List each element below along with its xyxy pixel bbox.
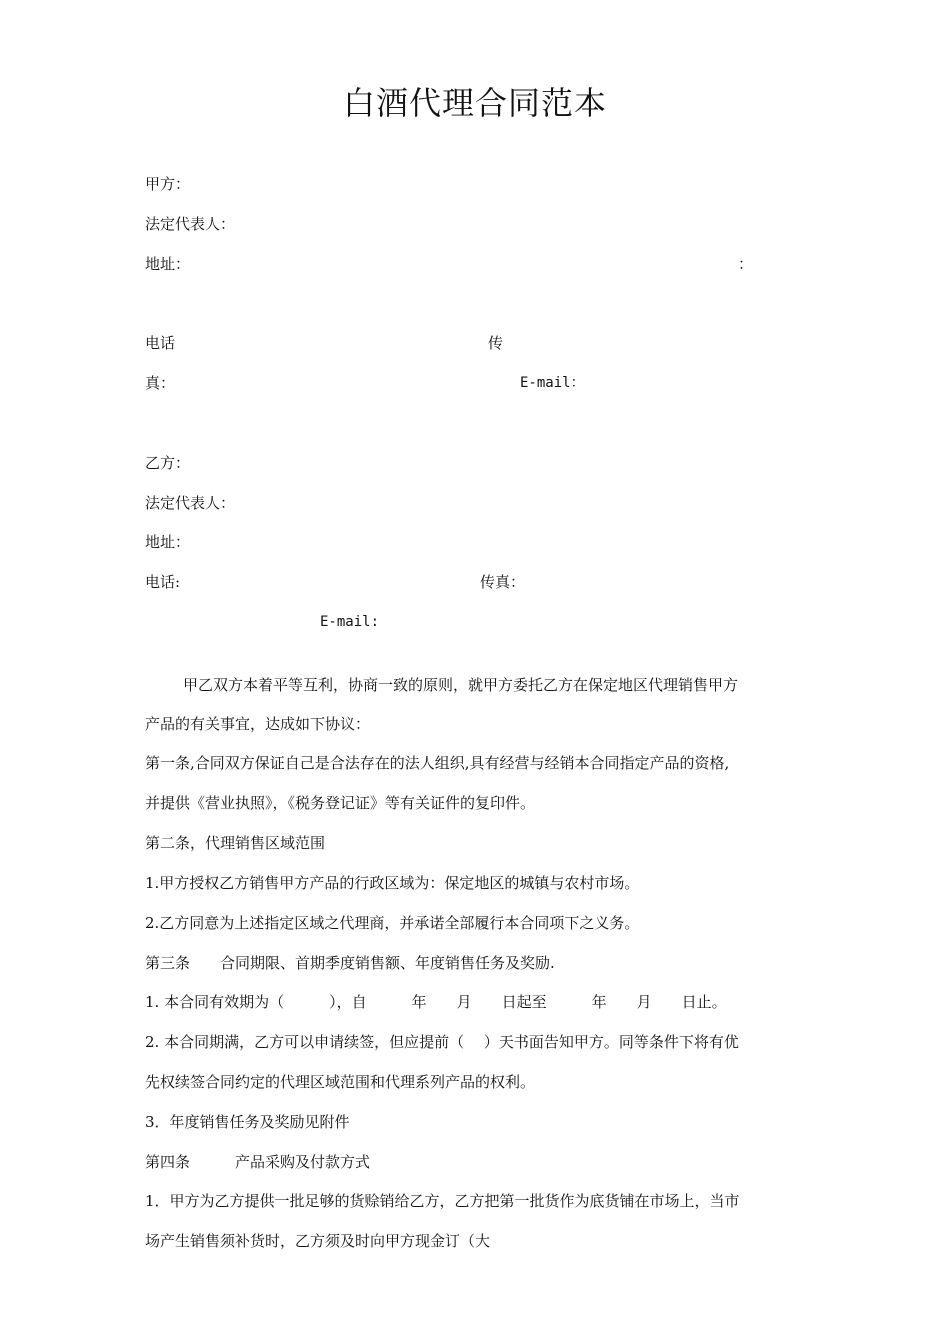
article-4-item-1-line-1: 1．甲方为乙方提供一批足够的货赊销给乙方，乙方把第一批货作为底货铺在市场上，当市 — [145, 1192, 740, 1210]
party-b-rep-label: 法定代表人： — [145, 494, 236, 512]
article-3-title: 第三条 合同期限、首期季度销售额、年度销售任务及奖励. — [145, 954, 555, 972]
party-b-email-label: E-mail: — [320, 614, 380, 630]
party-b-name-label: 乙方： — [145, 454, 191, 472]
party-a-email-label: E-mail： — [520, 375, 585, 391]
article-1-line-1: 第一条,合同双方保证自己是合法存在的法人组织,具有经营与经销本合同指定产品的资格, — [145, 754, 730, 772]
party-b-phone-label: 电话: — [145, 573, 181, 591]
party-a-rep-label: 法定代表人： — [145, 215, 236, 233]
party-a-name-label: 甲方： — [145, 175, 191, 193]
article-4-title: 第四条 产品采购及付款方式 — [145, 1153, 371, 1171]
article-4-item-1-line-2: 场产生销售须补货时，乙方须及时向甲方现金订（大 — [145, 1232, 491, 1250]
article-2-item-1: 1.甲方授权乙方销售甲方产品的行政区域为：保定地区的城镇与农村市场。 — [145, 874, 640, 892]
party-b-fax-label: 传真： — [480, 573, 526, 591]
party-a-phone-label: 电话 — [145, 334, 176, 352]
article-2-item-2: 2.乙方同意为上述指定区域之代理商，并承诺全部履行本合同项下之义务。 — [145, 914, 640, 932]
document-title: 白酒代理合同范本 — [342, 84, 607, 122]
party-a-address-label: 地址： — [145, 255, 191, 273]
article-2-title: 第二条，代理销售区域范围 — [145, 834, 326, 852]
article-3-item-3: 3．年度销售任务及奖励见附件 — [145, 1113, 350, 1131]
party-a-address-colon: ： — [738, 255, 754, 273]
article-3-item-2-line-2: 先权续签合同约定的代理区域范围和代理系列产品的权利。 — [145, 1073, 536, 1091]
party-a-fax-label: 传 — [488, 334, 504, 352]
intro-line-1: 甲乙双方本着平等互利，协商一致的原则，就甲方委托乙方在保定地区代理销售甲方 — [183, 676, 739, 694]
party-b-address-label: 地址： — [145, 533, 191, 551]
intro-line-2: 产品的有关事宜，达成如下协议： — [145, 715, 371, 733]
party-a-fax-label-cont: 真： — [145, 374, 176, 392]
article-3-item-1: 1. 本合同有效期为（ ），自 年 月 日起至 年 月 日止。 — [145, 993, 727, 1011]
article-3-item-2-line-1: 2. 本合同期满，乙方可以申请续签，但应提前（ ）天书面告知甲方。同等条件下将有优 — [145, 1033, 739, 1051]
article-1-line-2: 并提供《营业执照》，《税务登记证》等有关证件的复印件。 — [145, 794, 536, 812]
